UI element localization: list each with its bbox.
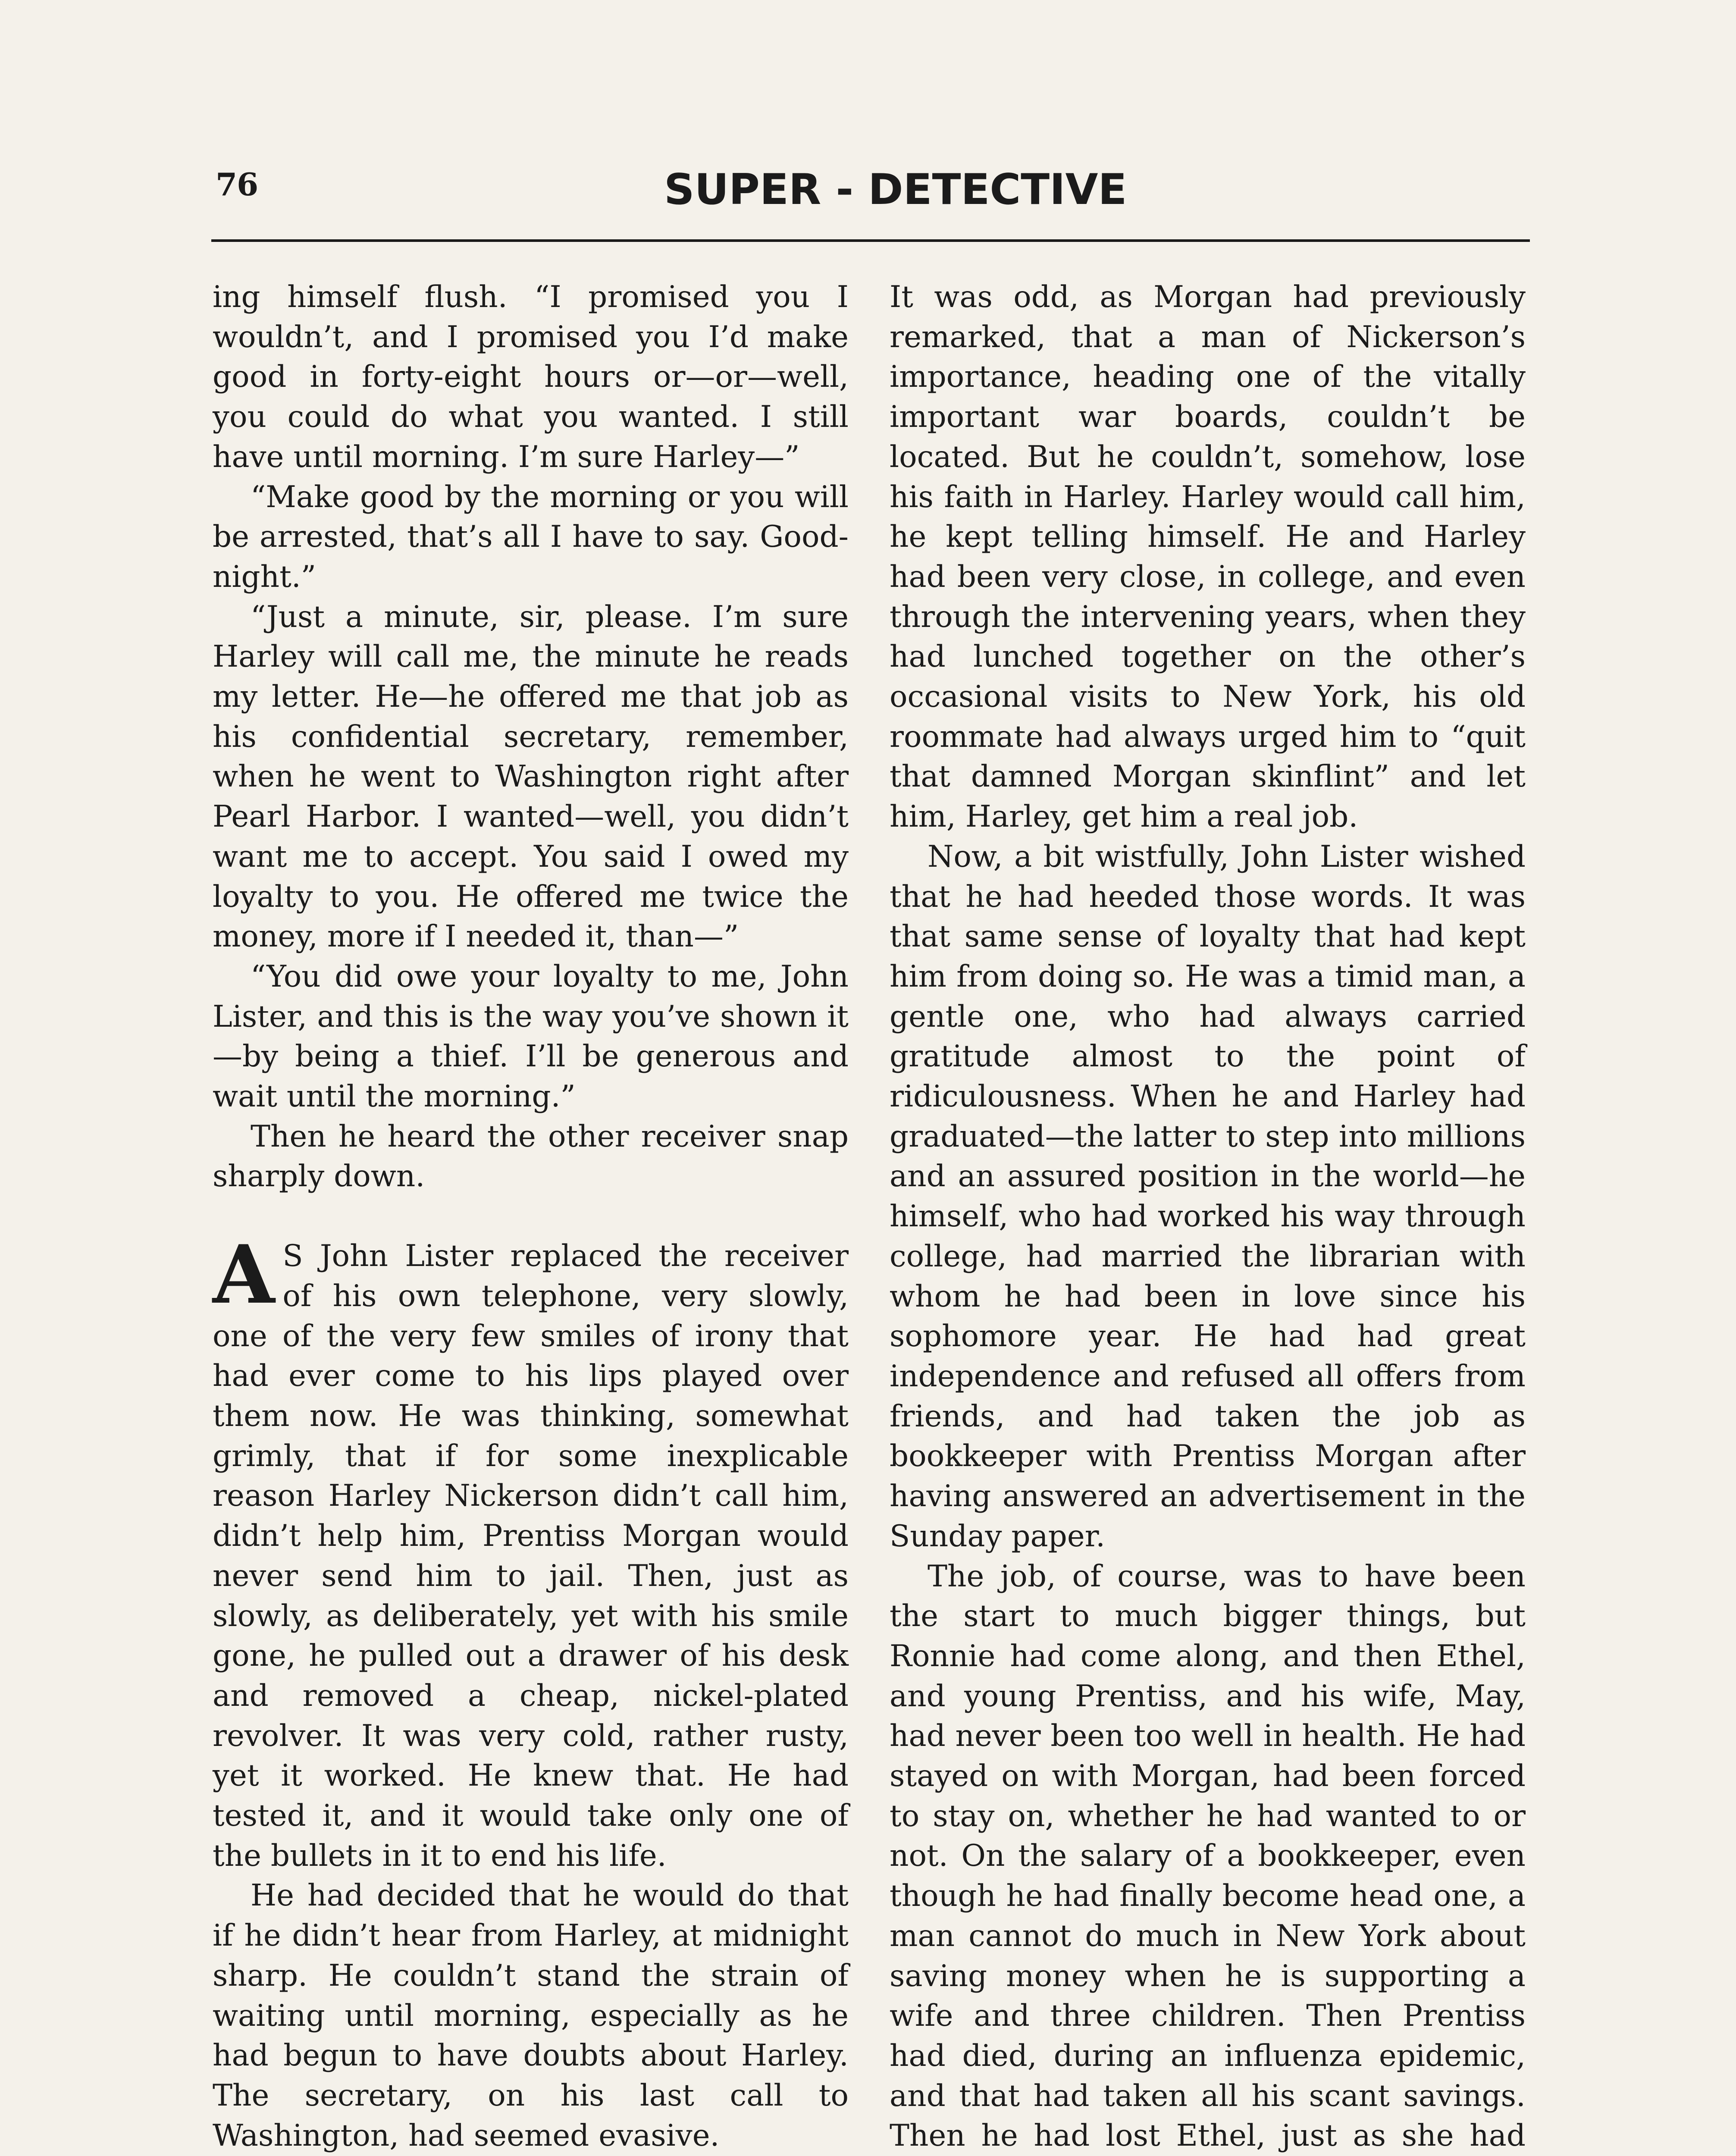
drop-cap: A (213, 1227, 275, 1322)
running-head: SUPER - DETECTIVE (664, 165, 1127, 214)
left-column (213, 277, 849, 2156)
header-rule (211, 239, 1530, 242)
paragraph: The job, of course, was to have been the start to much bigger things, but Ronnie had come along, and then Ethel, and young Prentiss, and his wife, May, had never been too well in health. He had stayed on with Morgan, had been forced to stay on, whether he had wanted to or not. On the salary of a bookkeeper, even though he had finally become head one, a man cannot do much in New York about saving money when he is supporting a wife and three children. Then Prentiss had died, during an influenza epidemic, and that had taken all his scant savings. Then he had lost Ethel, just as she had (890, 1559, 1526, 2153)
paragraph: “Just a minute, sir, please. I’m sure Harley will call me, the minute he reads my letter. He—he offered me that job as his confidential secretary, remember, when he went to Washington right after Pearl Harbor. I wanted—well, you didn’t want me to accept. You said I owed my loyalty to you. He offered me twice the money, more if I needed it, than—” (213, 599, 849, 954)
paragraph: It was odd, as Morgan had previously remarked, that a man of Nickerson’s importance, heading one of the vitally important war boards, couldn’t be located. But he couldn’t, somehow, lose his faith in Harley. Harley would call him, he kept telling himself. He and Harley had been very close, in college, and even through the intervening years, when they had lunched together on the other’s occasional visits to New York, his old roommate had always urged him to “quit that damned Morgan skinflint” and let him, Harley, get him a real job. (890, 280, 1526, 834)
right-column (890, 277, 1526, 2156)
paragraph: ing himself flush. “I promised you I wouldn’t, and I promised you I’d make good in forty-eight hours or—or—well, you could do what you wanted. I still have until morning. I’m sure Harley—” (213, 280, 849, 474)
paragraph-text: S John Lister replaced the receiver of his own telephone, very slowly, one of the very few smiles of irony that had ever come to his lips played over them now. He was thinking, somewhat grimly, that if for some inexplicable reason Harley Nickerson didn’t call him, didn’t help him, Prentiss Morgan would never send him to jail. Then, just as slowly, as deliberately, yet with his smile gone, he pulled out a drawer of his desk and removed a cheap, nickel-plated revolver. It was very cold, rather rusty, yet it worked. He knew that. He had tested it, and it would take only one of the bullets in it to end his life. (213, 1239, 849, 1873)
paragraph: He had decided that he would do that if he didn’t hear from Harley, at midnight sharp. He couldn’t stand the strain of waiting until morning, especially as he had begun to have doubts about Harley. The secretary, on his last call to Washington, had seemed evasive. (213, 1878, 849, 2153)
page-number: 76 (216, 166, 258, 203)
paragraph: Then he heard the other receiver snap sharply down. (213, 1119, 849, 1194)
paragraph: “You did owe your loyalty to me, John Lister, and this is the way you’ve shown it—by being a thief. I’ll be generous and wait until the morning.” (213, 959, 849, 1114)
section-break (213, 1197, 849, 1236)
paragraph: “Make good by the morning or you will be arrested, that’s all I have to say. Good-night.” (213, 479, 849, 594)
paragraph: Now, a bit wistfully, John Lister wished that he had heeded those words. It was that same sense of loyalty that had kept him from doing so. He was a timid man, a gentle one, who had always carried gratitude almost to the point of ridiculousness. When he and Harley had graduated—the latter to step into millions and an assured position in the world—he himself, who had worked his way through college, had married the librarian with whom he had been in love since his sophomore year. He had had great independence and refused all offers from friends, and had taken the job as bookkeeper with Prentiss Morgan after having answered an advertisement in the Sunday paper. (890, 839, 1526, 1554)
section-opening-paragraph (213, 1227, 849, 1876)
